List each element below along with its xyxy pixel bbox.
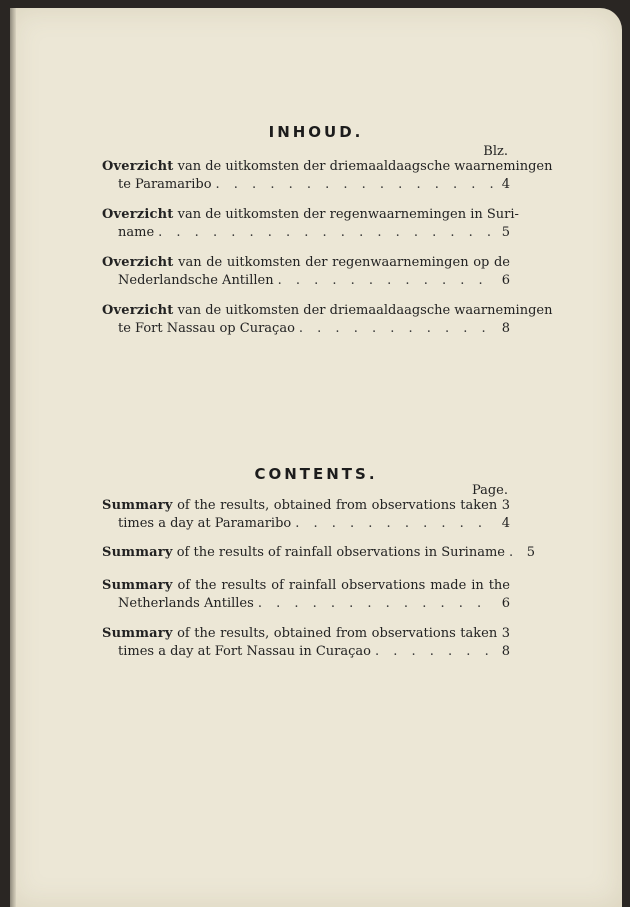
entry-text: of the results, obtained from observations taken 3 xyxy=(177,626,510,641)
entry-page-number: 4 xyxy=(501,516,510,531)
dot-leader xyxy=(295,515,496,533)
entry-lead: Summary xyxy=(102,578,173,593)
entry-lead: Summary xyxy=(102,545,173,560)
entry-text-cont: Netherlands Antilles xyxy=(118,596,254,611)
dot-leader xyxy=(258,595,496,613)
dot-leader xyxy=(509,544,521,562)
contents-entry-2 xyxy=(102,544,535,562)
entry-text-cont: times a day at Paramaribo xyxy=(118,516,292,531)
inhoud-heading: INHOUD. xyxy=(268,123,364,141)
entry-text: van de uitkomsten der regenwaarnemingen op de xyxy=(178,255,510,270)
contents-entry-1 xyxy=(102,497,510,533)
entry-text: of the results of rainfall observations in Suriname xyxy=(176,545,505,560)
entry-page-number: 4 xyxy=(501,177,510,192)
inhoud-entry-2 xyxy=(102,206,519,242)
entry-text: van de uitkomsten der driemaaldaagsche waarnemingen xyxy=(177,159,553,174)
entry-text: van de uitkomsten der driemaaldaagsche waarnemingen xyxy=(177,303,553,318)
inhoud-entry-1 xyxy=(102,158,553,194)
entry-text: van de uitkomsten der regenwaarnemingen in Suri- xyxy=(177,207,519,222)
entry-page-number: 8 xyxy=(501,644,510,659)
contents-entry-3 xyxy=(102,577,510,613)
dot-leader xyxy=(158,224,496,242)
entry-text: of the results, obtained from observations taken 3 xyxy=(177,498,510,513)
entry-text-cont: name xyxy=(118,225,155,240)
entry-lead: Overzicht xyxy=(102,207,174,222)
dot-leader xyxy=(216,176,496,194)
document-page xyxy=(10,8,622,907)
contents-page-column-label: Page. xyxy=(471,483,508,498)
entry-page-number: 8 xyxy=(501,321,510,336)
entry-text-cont: te Paramaribo xyxy=(118,177,212,192)
entry-lead: Summary xyxy=(102,626,173,641)
dot-leader xyxy=(299,320,496,338)
contents-heading: CONTENTS. xyxy=(254,465,378,483)
contents-entry-4 xyxy=(102,625,510,661)
entry-page-number: 6 xyxy=(501,273,510,288)
entry-lead: Summary xyxy=(102,498,173,513)
dot-leader xyxy=(278,272,496,290)
entry-text: of the results of rainfall observations made in the xyxy=(177,578,510,593)
entry-page-number: 5 xyxy=(526,545,535,560)
entry-text-cont: times a day at Fort Nassau in Curaçao xyxy=(118,644,371,659)
inhoud-entry-4 xyxy=(102,302,553,338)
inhoud-entry-3 xyxy=(102,254,510,290)
entry-page-number: 6 xyxy=(501,596,510,611)
entry-page-number: 5 xyxy=(501,225,510,240)
inhoud-page-column-label: Blz. xyxy=(483,144,508,159)
dot-leader xyxy=(375,643,496,661)
entry-lead: Overzicht xyxy=(102,303,174,318)
entry-text-cont: te Fort Nassau op Curaçao xyxy=(118,321,295,336)
entry-text-cont: Nederlandsche Antillen xyxy=(118,273,274,288)
entry-lead: Overzicht xyxy=(102,159,174,174)
entry-lead: Overzicht xyxy=(102,255,174,270)
